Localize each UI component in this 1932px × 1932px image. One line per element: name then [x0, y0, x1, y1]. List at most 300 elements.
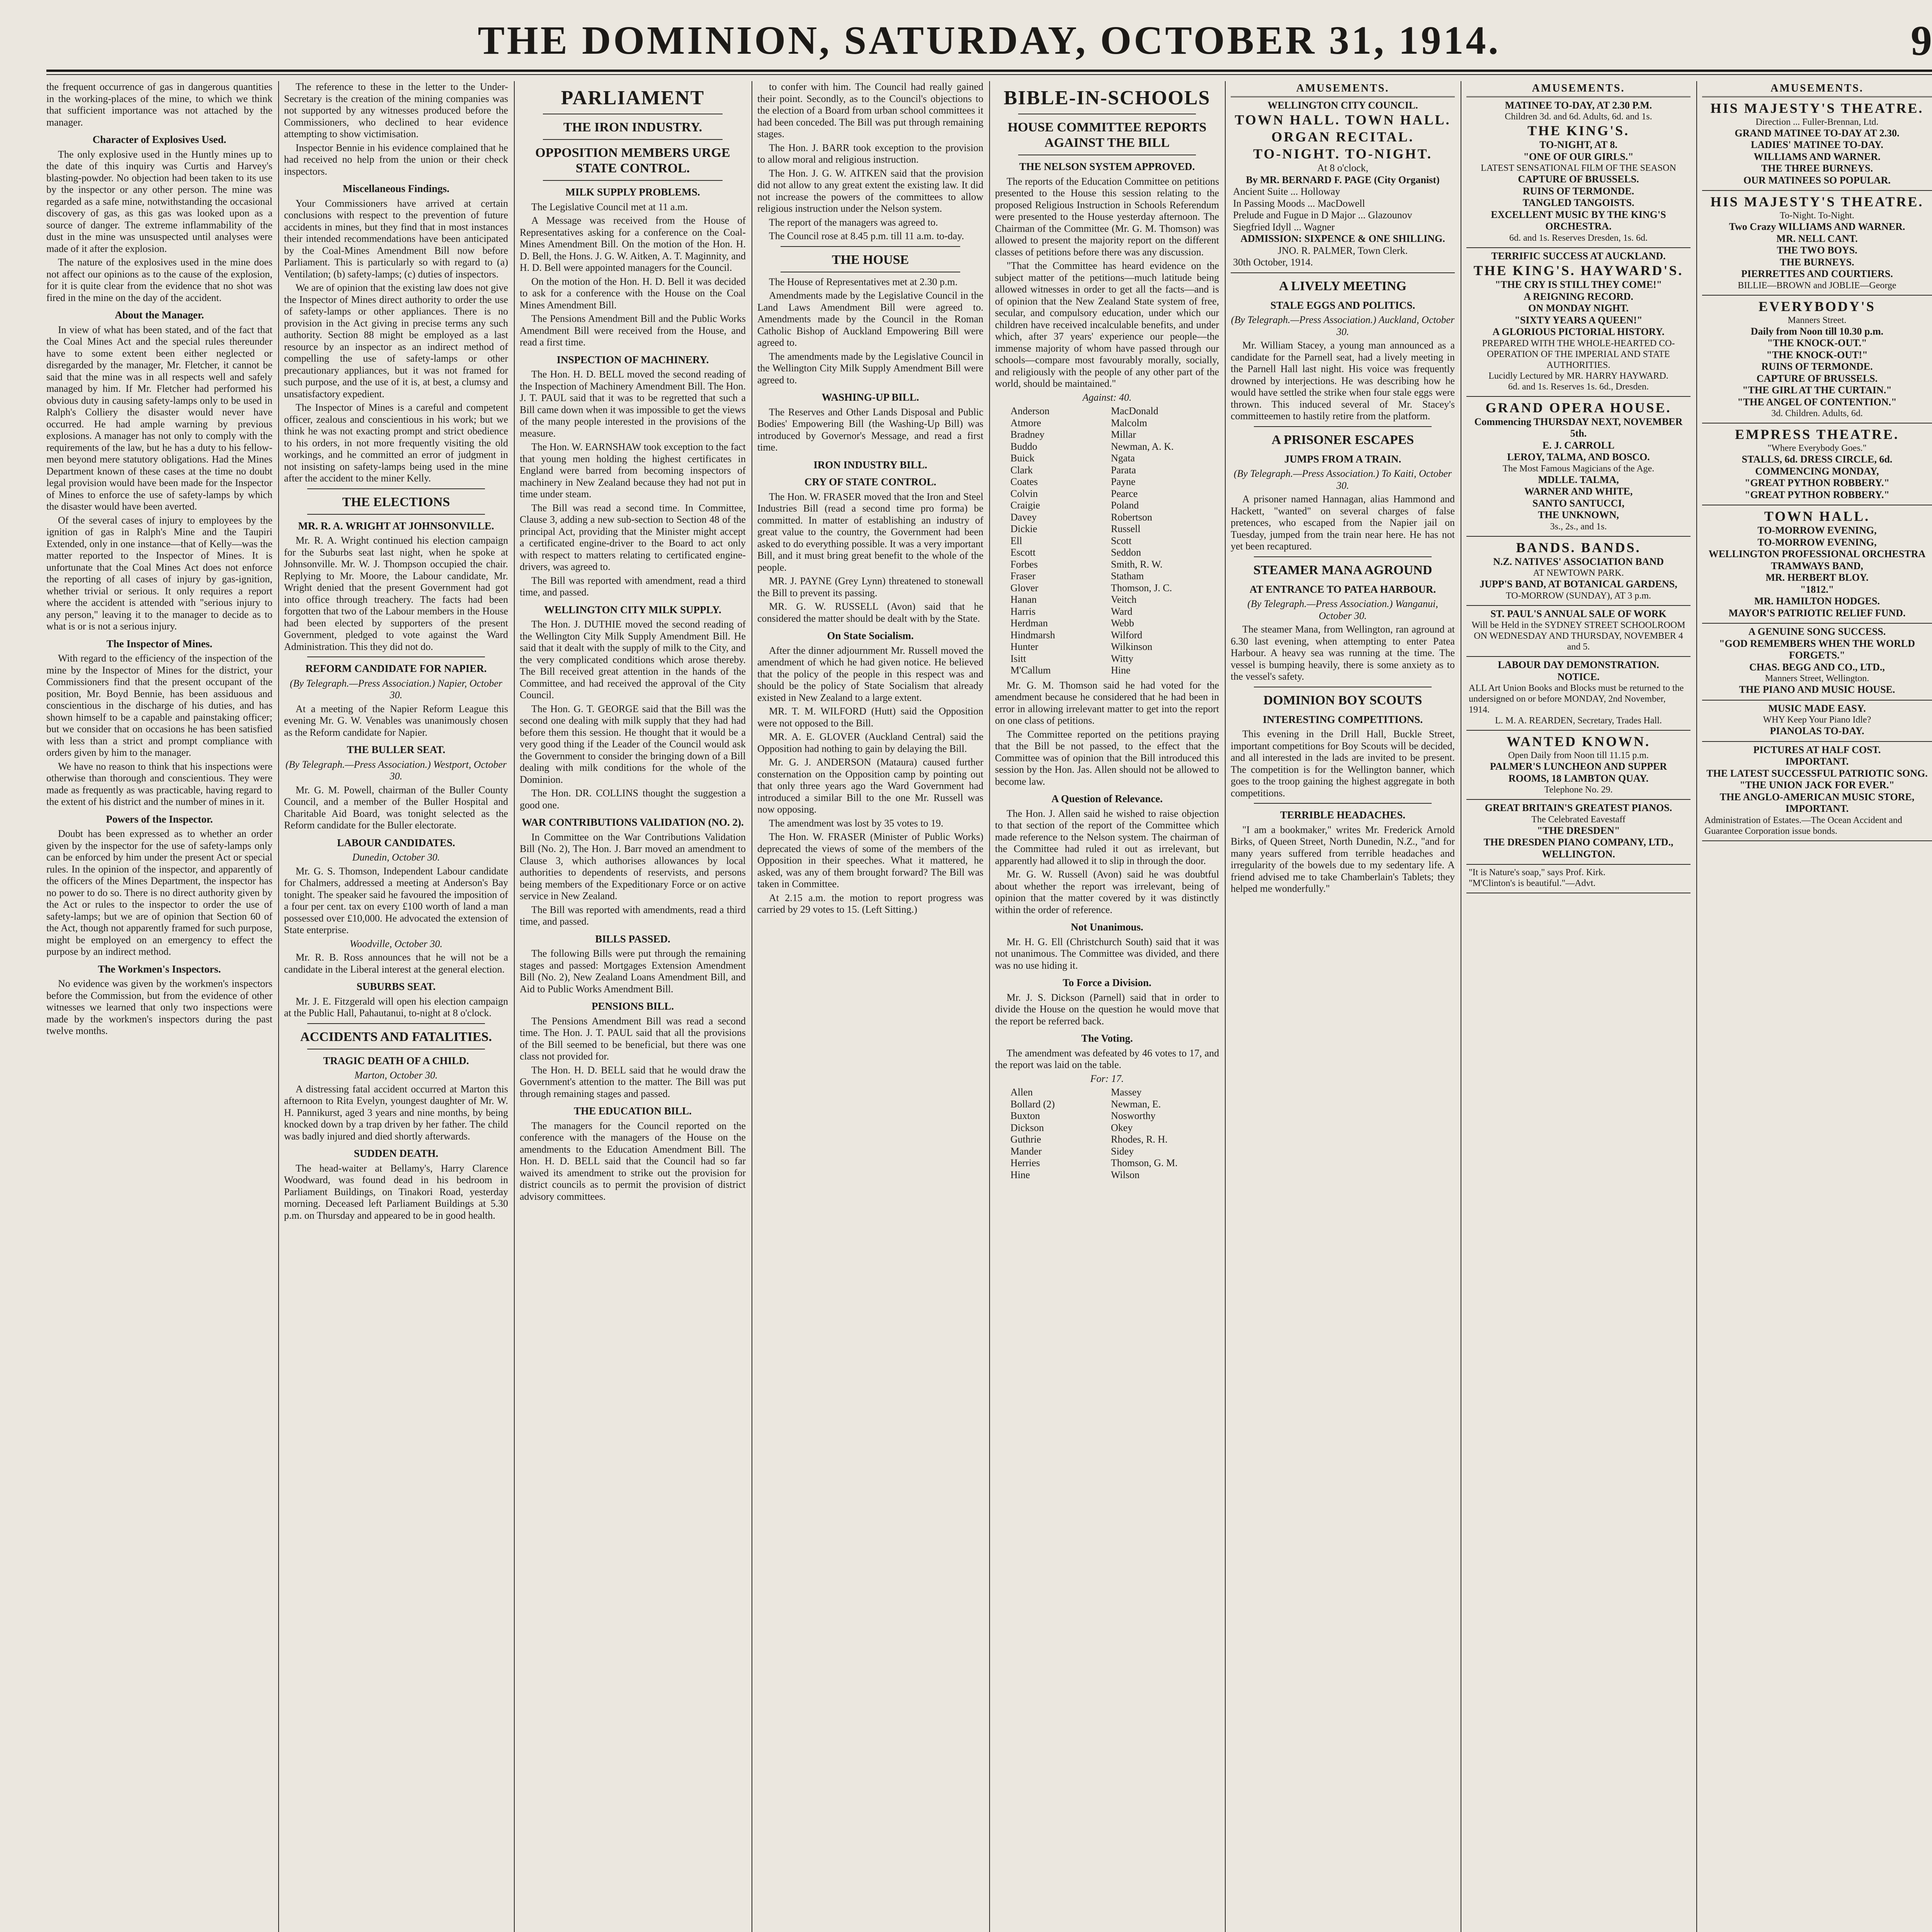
article-text: The Hon. J. DUTHIE moved the second reading of the Wellington City Milk Supply Amendment Bill. He said that it dealt with the supply of milk to the City, and the very complicated conditions which arose thereby. The Bill received great attention in the hands of the Committee, and had received the approval of the City Council. [520, 619, 746, 701]
masthead-rule [46, 70, 1932, 72]
article-text: Doubt has been expressed as to whether an order given by the inspector for the use of safety-lamps only can be enforced by him under the present Act or special rules. In the opinion of the inspector, and apparently of the officers of the Mines Department, the inspector has no power to do so. There is no direct authority given by the Act or rules to the inspector to order the use of safety-lamps; but we are of opinion that Section 60 of the Act, though not apparently framed for such purpose, might be employed on an emergency to effect the purpose by an indirect method. [46, 828, 272, 957]
article-text: Amendments made by the Legislative Council in the Land Laws Amendment Bill were agreed to. Amendments made by the Council in the Roman Catholic Bishop of Auckland Empowering Bill were agreed to. [757, 290, 983, 348]
ad-title: HIS MAJESTY'S THEATRE. [1710, 100, 1924, 116]
member-name: Thomson, J. C. [1111, 582, 1172, 594]
ad-line: Lucidly Lectured by MR. HARRY HAYWARD. [1488, 371, 1668, 381]
member-name: Forbes [1010, 558, 1038, 570]
divider [307, 488, 485, 489]
ad-line: "THE KNOCK-OUT." [1767, 337, 1867, 349]
ad-line: AT NEWTOWN PARK. [1533, 568, 1624, 578]
member-name: Hine [1010, 1169, 1030, 1180]
ad-line: Manners Street. [1787, 315, 1847, 325]
member-name: Thomson, G. M. [1111, 1157, 1178, 1168]
ad-line: TANGLED TANGOISTS. [1522, 197, 1634, 208]
headline: THE BULLER SEAT. [347, 744, 446, 755]
ad-pictures [1702, 742, 1932, 841]
member-name: Dickson [1010, 1122, 1044, 1133]
ad-line: In Passing Moods ... MacDowell [1233, 197, 1365, 209]
dateline: Woodville, October 30. [349, 938, 443, 949]
article-text: The managers for the Council reported on the conference with the managers of the House on the amendments to the Education Amendment Bill. The Hon. H. D. BELL said that the Council had so far waived its amendment to strike out the provision for district councils as to permit the provision of district advisory committees. [520, 1120, 746, 1202]
ad-line: RUINS OF TERMONDE. [1522, 185, 1634, 197]
member-name: Escott [1010, 547, 1036, 558]
subheading: THE NELSON SYSTEM APPROVED. [1019, 161, 1195, 172]
article-text: The Council rose at 8.45 p.m. till 11 a.m. to-day. [769, 230, 964, 242]
article-text: Mr. R. A. Wright continued his election campaign for the Suburbs seat last night, when he spoke at Johnsonville. Mr. W. J. Thompson occupied the chair. Replying to Mr. Moore, the Labour candidate, Mr. Wright denied that the present Government had got into office through treachery. The facts had been forgotten that two of the Labour members in the House had been elected by supporters of the present Government, pledged to vote against the Ward Administration. This they did not do. [284, 535, 508, 652]
member-name: Sidey [1111, 1145, 1134, 1157]
member-name: Guthrie [1010, 1134, 1041, 1145]
ad-line: CAPTURE OF BRUSSELS. [1756, 372, 1878, 384]
headline: A LIVELY MEETING [1279, 279, 1407, 293]
divider [781, 246, 960, 247]
article-text: No evidence was given by the workmen's inspectors before the Commission, but from the evidence of other witnesses we learned that only two inspections were made by the workmen's inspectors during the past twelve months. [46, 978, 272, 1036]
subheading: STALE EGGS AND POLITICS. [1270, 299, 1415, 311]
dateline: (By Telegraph.—Press Association.) To Kaiti, October 30. [1233, 468, 1452, 491]
article-text: The reports of the Education Committee on petitions presented to the House this session relating to the proposed Religious Instruction in Schools Referendum were presented to the House yesterday afternoon. The Chairman of the Committee (Mr. G. M. Thomson) was allowed to present the majority report on the different classes of petitions before there was any discussion. [995, 175, 1219, 258]
ad-title: TERRIFIC SUCCESS AT AUCKLAND. [1491, 250, 1666, 262]
article-text: MR. A. E. GLOVER (Auckland Central) said the Opposition had nothing to gain by delaying the Bill. [757, 731, 983, 754]
ad-line: "M'Clinton's is beautiful."—Advt. [1469, 878, 1596, 888]
member-name: Veitch [1111, 594, 1137, 605]
member-name: Colvin [1010, 488, 1038, 499]
ad-line: CHAS. BEGG AND CO., LTD., [1749, 661, 1885, 673]
article-text: The Pensions Amendment Bill was read a second time. The Hon. J. T. PAUL said that all the provisions of the Bill seemed to be beneficial, but there was one class not provided for. [520, 1015, 746, 1062]
ad-line: "THE GIRL AT THE CURTAIN." [1742, 384, 1892, 396]
ad-line: THE THREE BURNEYS. [1761, 163, 1873, 174]
dateline: Marton, October 30. [354, 1070, 438, 1081]
headline: STEAMER MANA AGROUND [1253, 563, 1432, 577]
subheading: Not Unanimous. [1071, 921, 1143, 933]
ad-line: COMMENCING MONDAY, [1755, 465, 1879, 477]
article-text: With regard to the efficiency of the inspection of the mine by the Inspector of Mines for the district, your Commissioners find that the present occupant of the position, Mr. Boyd Bennie, has been assiduous and conscientious in the discharge of his duties, and has shown himself to be a capable and painstaking officer; but we consider that on occasions he has been satisfied with less than a strict and prompt compliance with orders given by him to the manager. [46, 653, 272, 758]
ad-line: SANTO SANTUCCI, [1532, 497, 1624, 509]
member-name: Hunter [1010, 641, 1039, 652]
headline: REFORM CANDIDATE FOR NAPIER. [305, 663, 487, 674]
ad-line: "It is Nature's soap," says Prof. Kirk. [1469, 867, 1605, 878]
headline: SUDDEN DEATH. [354, 1148, 439, 1159]
subheading: WAR CONTRIBUTIONS VALIDATION (NO. 2). [522, 816, 744, 828]
ad-line: IMPORTANT. [1785, 803, 1849, 814]
article-text: A Message was received from the House of Representatives asking for a conference on the Coal-Mines Amendment Bill. On the motion of the Hon. H. D. Bell, the Hons. J. G. W. Aitken, A. T. Maginnity, and H. D. Bell were appointed managers for the Council. [520, 215, 746, 273]
article-text: We have no reason to think that his inspections were otherwise than thorough and conscientious. They were made as frequently as was practicable, having regard to the extent of his district and the number of mines in it. [46, 760, 272, 807]
column-rule [514, 81, 515, 1932]
vote-names-right [1111, 1087, 1204, 1181]
ad-line: "THE KNOCK-OUT!" [1766, 349, 1868, 361]
subheading: IRON INDUSTRY BILL. [813, 459, 927, 471]
ad-line: PREPARED WITH THE WHOLE-HEARTED CO-OPERATION OF THE IMPERIAL AND STATE AUTHORITIES. [1482, 338, 1675, 370]
ad-line: THE ANGLO-AMERICAN MUSIC STORE, [1719, 791, 1915, 803]
article-text: The only explosive used in the Huntly mines up to the date of this inquiry was Curtis and Harvey's blasting-powder. No objection had been taken to its use by the inspector or any other person. The mine was regarded as a safe mine, notwithstanding the occasional discovery of gas, as this gas was looked upon as a source of danger. The extreme inflammability of the dust in the mine was unsuspected until analyses were made of it after the explosion. [46, 148, 272, 254]
ad-line: N.Z. NATIVES' ASSOCIATION BAND [1493, 556, 1664, 567]
amusements-header: AMUSEMENTS. [1702, 81, 1932, 97]
ad-title: ST. PAUL'S ANNUAL SALE OF WORK [1490, 608, 1667, 619]
member-name: Robertson [1111, 511, 1152, 523]
ad-title: GREAT BRITAIN'S GREATEST PIANOS. [1485, 802, 1672, 813]
ad-line: L. M. A. REARDEN, Secretary, Trades Hall. [1495, 716, 1662, 726]
masthead-title: THE DOMINION, SATURDAY, OCTOBER 31, 1914. [478, 18, 1501, 63]
ad-line: Siegfried Idyll ... Wagner [1233, 221, 1335, 233]
ad-bands [1466, 537, 1690, 606]
member-name: Clark [1010, 464, 1033, 476]
member-name: M'Callum [1010, 665, 1051, 676]
dateline: Dunedin, October 30. [352, 852, 440, 863]
article-text: In Committee on the War Contributions Validation Bill (No. 2), The Hon. J. Barr moved an amendment to Clause 3, which authorises allowances by local authorities to dependents of reservists, and persons being members of the Expeditionary Force or on active service in New Zealand. [520, 831, 746, 901]
ad-line: STALLS, 6d. DRESS CIRCLE, 6d. [1742, 454, 1893, 465]
ad-line: "GREAT PYTHON ROBBERY." [1745, 477, 1889, 488]
article-text: MR. J. PAYNE (Grey Lynn) threatened to stonewall the Bill to prevent its passing. [757, 575, 983, 599]
ad-line: A GLORIOUS PICTORIAL HISTORY. [1492, 326, 1665, 337]
ad-line: LADIES' MATINEE TO-DAY. [1751, 139, 1883, 150]
ad-line: "THE ANGEL OF CONTENTION." [1737, 396, 1897, 408]
article-text: The Hon. J. BARR took exception to the provision to allow moral and religious instruction. [757, 142, 983, 165]
member-name: Malcolm [1111, 417, 1147, 429]
section-title: PARLIAMENT [561, 87, 705, 109]
article-text: Mr. G. W. Russell (Avon) said he was doubtful about whether the report was irrelevant, being of opinion that the matter covered by it was distinctly within the order of reference. [995, 869, 1219, 915]
ad-his-majestys-tonight [1702, 191, 1932, 296]
ad-title: TOWN HALL. [1764, 509, 1870, 524]
member-name: Herries [1010, 1157, 1040, 1168]
member-name: Witty [1111, 653, 1134, 664]
ad-line: Manners Street, Wellington. [1765, 673, 1869, 684]
headline: LABOUR CANDIDATES. [337, 837, 455, 849]
ad-everybodys [1702, 296, 1932, 424]
article-text: Mr. William Stacey, a young man announced as a candidate for the Parnell seat, had a lively meeting in the Parnell Hall last night. His voice was frequently drowned by interjections. He was describing how he would have settled the strike when four stale eggs were thrown. This induced several of Mr. Stacey's committeemen to hastily retire from the platform. [1231, 340, 1455, 422]
ad-line: To-Night. To-Night. [1780, 211, 1854, 221]
column-3 [520, 81, 746, 1932]
vote-names-left [1010, 1087, 1103, 1181]
article-text: Mr. G. J. ANDERSON (Mataura) caused further consternation on the Opposition camp by pointing out that only three years ago the Ward Government had introduced a similar Bill to the one Mr. Russell was now opposing. [757, 757, 983, 815]
divider [543, 139, 723, 140]
article-text: MR. G. W. RUSSELL (Avon) said that he considered the matter should be dealt with by the State. [757, 601, 983, 624]
article-text: The amendment was lost by 35 votes to 19. [769, 817, 944, 829]
member-name: Buick [1010, 452, 1035, 464]
member-name: Hindmarsh [1010, 629, 1055, 641]
article-text: the frequent occurrence of gas in dangerous quantities in the working-places of the mine, to which we think that sufficient importance was not attached by the manager. [46, 81, 272, 128]
member-name: Bollard (2) [1010, 1098, 1055, 1110]
member-name: Bradney [1010, 429, 1045, 440]
member-name: Buxton [1010, 1110, 1040, 1121]
dateline: (By Telegraph.—Press Association.) Wanganui, October 30. [1247, 598, 1438, 621]
member-name: Scott [1111, 535, 1132, 546]
ad-line: MAYOR'S PATRIOTIC RELIEF FUND. [1728, 607, 1906, 619]
member-name: Smith, R. W. [1111, 558, 1163, 570]
member-name: Ward [1111, 605, 1133, 617]
ad-line: THE DRESDEN PIANO COMPANY, LTD., WELLINGTON. [1483, 837, 1673, 860]
member-name: Russell [1111, 523, 1141, 534]
ad-kings-theatre [1466, 97, 1690, 248]
subheading: On State Socialism. [827, 630, 914, 641]
article-text: The Hon. J. Allen said he wished to raise objection to that section of the report of the Committee which made reference to the Nelson system. The chairman of the Committee had ruled it out as irrelevant, but apparently had allowed it to slip in through the door. [995, 808, 1219, 866]
ad-song-success [1702, 624, 1932, 701]
article-text: to confer with him. The Council had really gained their point. Secondly, as to the Council's objections to the election of a Board from urban school committees it had been conceded. The Bill was put through remaining stages. [757, 81, 983, 139]
ad-line: PIERRETTES AND COURTIERS. [1741, 268, 1893, 279]
article-text: A prisoner named Hannagan, alias Hammond and Hackett, "wanted" on several charges of false pretences, who escaped from the Napier jail on Tuesday, jumped from the train near here. He has not yet been recaptured. [1231, 493, 1455, 552]
article-text: On the motion of the Hon. H. D. Bell it was decided to ask for a conference with the House on the Coal Mines Amendment Bill. [520, 276, 746, 311]
member-name: Nosworthy [1111, 1110, 1156, 1121]
ad-soap [1466, 865, 1690, 893]
article-text: The Inspector of Mines is a careful and competent officer, zealous and conscientious in his work; but we think he was not exacting prompt and strict obedience to his orders, in not more frequently visiting the old workings, and he committed an error of judgment in not insisting on safety-lamps being used in the mine after the accident to the miner Kelly. [284, 402, 508, 484]
article-text: The Bill was reported with amendments, read a third time, and passed. [520, 904, 746, 927]
member-name: Davey [1010, 511, 1037, 523]
ad-line: BILLIE—BROWN and JOBLIE—George [1738, 280, 1896, 291]
ad-line: At 8 o'clock, [1317, 162, 1369, 173]
ad-line: MR. NELL CANT. [1776, 233, 1858, 244]
ad-line: 6d. and 1s. Reserves Dresden, 1s. 6d. [1509, 233, 1648, 243]
member-name: Okey [1111, 1122, 1133, 1133]
ad-line: Administration of Estates.—The Ocean Accident and Guarantee Corporation issue bonds. [1704, 815, 1902, 836]
masthead-rule-thin [46, 74, 1932, 75]
headline: DOMINION BOY SCOUTS [1263, 693, 1422, 707]
masthead [46, 15, 1932, 68]
subheading: WASHING-UP BILL. [821, 391, 919, 403]
article-text: The Reserves and Other Lands Disposal and Public Bodies' Empowering Bill (the Washing-Up Bill) was introduced by Governor's Message, and read a first time. [757, 406, 983, 453]
member-name: Craigie [1010, 500, 1040, 511]
subheading: The Inspector of Mines. [106, 638, 213, 650]
article-text: The Hon. DR. COLLINS thought the suggestion a good one. [520, 787, 746, 811]
article-text: Inspector Bennie in his evidence complained that he had received no help from the union or their check inspectors. [284, 142, 508, 177]
vote-heading: Against: 40. [1082, 391, 1132, 403]
headline: MR. R. A. WRIGHT AT JOHNSONVILLE. [298, 520, 494, 532]
ad-line: By MR. BERNARD F. PAGE (City Organist) [1246, 174, 1440, 185]
dateline: (By Telegraph.—Press Association.) Auckland, October 30. [1231, 314, 1455, 337]
ad-line: "THE CRY IS STILL THEY COME!" [1495, 279, 1662, 290]
dateline: (By Telegraph.—Press Association.) Napier, October 30. [289, 677, 503, 701]
ad-line: TRAMWAYS BAND, [1771, 560, 1863, 571]
article-text: The House of Representatives met at 2.30 p.m. [769, 276, 958, 287]
ad-labour-day [1466, 657, 1690, 731]
article-text: The report of the managers was agreed to. [769, 216, 938, 228]
ad-line: 3d. Children. Adults, 6d. [1771, 408, 1863, 418]
ad-line: 3s., 2s., and 1s. [1550, 521, 1607, 532]
article-text: Mr. J. E. Fitzgerald will open his election campaign at the Public Hall, Pahautanui, to-night at 8 o'clock. [284, 995, 508, 1019]
dateline: (By Telegraph.—Press Association.) Westport, October 30. [285, 759, 507, 782]
member-name: Wilson [1111, 1169, 1140, 1180]
headline: OPPOSITION MEMBERS URGE STATE CONTROL. [535, 146, 730, 175]
member-name: Seddon [1111, 547, 1141, 558]
ad-sixty-years [1466, 248, 1690, 397]
member-name: Pearce [1111, 488, 1138, 499]
ad-line: ALL Art Union Books and Blocks must be returned to the undersigned on or before MONDAY, 2nd November, 1914. [1469, 683, 1684, 715]
ad-title: EVERYBODY'S [1759, 298, 1876, 314]
subheading: BILLS PASSED. [595, 933, 670, 945]
ad-line: ON WEDNESDAY AND THURSDAY, NOVEMBER 4 and 5. [1474, 631, 1683, 652]
vote-names-left [1010, 405, 1103, 677]
article-text: The amendment was defeated by 46 votes to 17, and the report was laid on the table. [995, 1047, 1219, 1070]
ad-line: Children 3d. and 6d. Adults, 6d. and 1s. [1505, 112, 1652, 122]
member-name: Hine [1111, 665, 1131, 676]
ad-line: WILLIAMS AND WARNER. [1753, 151, 1881, 162]
column-2 [284, 81, 508, 1932]
subheading: AT ENTRANCE TO PATEA HARBOUR. [1249, 583, 1436, 595]
ad-line: Commencing THURSDAY NEXT, NOVEMBER 5th. [1474, 416, 1683, 439]
ad-line: The Most Famous Magicians of the Age. [1502, 463, 1655, 474]
column-7 [1466, 81, 1690, 1932]
ad-line: "GOD REMEMBERS WHEN THE WORLD FORGETS." [1719, 638, 1915, 661]
ad-line: THE TWO BOYS. [1777, 245, 1857, 256]
member-name: Millar [1111, 429, 1136, 440]
headline: A PRISONER ESCAPES [1271, 432, 1414, 447]
column-rule [278, 81, 279, 1932]
article-text: "That the Committee has heard evidence on the subject matter of the petitions—much latitude being allowed witnesses in order to get all the facts—and is of opinion that the New Zealand State system of free, secular, and compulsory education, under which our children have received incalculable benefits, and under which, after 37 years' experience our people—the immense majority of whom have passed through our schools—compare most favourably morally, socially, and religiously with the people of any other part of the world, should be maintained." [995, 260, 1219, 389]
article-text: "I am a bookmaker," writes Mr. Frederick Arnold Birks, of Queen Street, North Dunedin, N.Z., "and for many years suffered from terrible headaches and irregularity of the bowels due to my sedentary life. A friend advised me to take Chamberlain's Tablets; they helped me wonderfully." [1231, 824, 1455, 894]
subheading: To Force a Division. [1063, 977, 1151, 988]
amusements-header: AMUSEMENTS. [1231, 81, 1455, 97]
vote-list-for [995, 1087, 1219, 1181]
subheading: The Voting. [1081, 1032, 1133, 1044]
ad-line: "SIXTY YEARS A QUEEN!" [1514, 314, 1643, 326]
ad-line: Prelude and Fugue in D Major ... Glazounov [1233, 209, 1412, 221]
ad-line: The Celebrated Eavestaff [1531, 814, 1626, 825]
member-name: Isitt [1010, 653, 1026, 664]
ad-line: Open Daily from Noon till 11.15 p.m. [1508, 750, 1649, 760]
ad-title: BANDS. BANDS. [1516, 539, 1641, 555]
member-name: Newman, E. [1111, 1098, 1161, 1110]
ad-line: CAPTURE OF BRUSSELS. [1518, 173, 1639, 185]
member-name: Ell [1010, 535, 1022, 546]
page-number: 9 [1911, 17, 1932, 64]
article-text: Mr. G. M. Thomson said he had voted for the amendment because he considered that he had been in error in allowing irrelevant matter to get into the report on one class of petitions. [995, 679, 1219, 726]
ad-title: GRAND OPERA HOUSE. [1485, 400, 1672, 415]
subheading: CRY OF STATE CONTROL. [804, 476, 937, 488]
article-text: The Hon. W. FRASER moved that the Iron and Steel Industries Bill (read a second time pro forma) be committed. In matter of establishing an industry of great value to the country, the Government had been asked to do everything possible. It was a very important Bill, and it must bring great benefit to the whole of the people. [757, 491, 983, 573]
ad-line: "Where Everybody Goes." [1767, 443, 1867, 453]
column-6 [1231, 81, 1455, 1932]
article-text: The Hon. G. T. GEORGE said that the Bill was the second one dealing with milk supply that they had had before them this session. He thought that it would be a very good thing if the Leader of the Council would ask the Government to consider the bringing down of a Bill dealing with milk conditions for the whole of the Dominion. [520, 703, 746, 785]
column-8 [1702, 81, 1932, 1932]
ad-his-majestys-matinee [1702, 97, 1932, 191]
ad-line: EXCELLENT MUSIC BY THE KING'S ORCHESTRA. [1491, 209, 1666, 232]
ad-line: LEROY, TALMA, AND BOSCO. [1507, 451, 1650, 463]
article-text: The reference to these in the letter to the Under-Secretary is the creation of the mining companies was not supported by any witnesses produced before the Commissioners, who declined to hear evidence attempting to show victimisation. [284, 81, 508, 139]
article-text: A distressing fatal accident occurred at Marton this afternoon to Rita Evelyn, youngest daughter of Mr. W. H. Pannikurst, aged 3 years and nine months, by being knocked down by a trap driven by her father. The child was badly injured and died shortly afterwards. [284, 1083, 508, 1142]
ad-line: Telephone No. 29. [1544, 785, 1613, 795]
ad-line: IMPORTANT. [1785, 756, 1849, 767]
member-name: Fraser [1010, 570, 1036, 582]
ad-title: MUSIC MADE EASY. [1768, 702, 1866, 714]
article-text: The following Bills were put through the remaining stages and passed: Mortgages Extension Amendment Bill (No. 2), New Zealand Loans Amendment Bill, and Aid to Public Works Amendment Bill. [520, 948, 746, 995]
ad-line: MR. HAMILTON HODGES. [1754, 595, 1880, 607]
headline: THE IRON INDUSTRY. [563, 120, 702, 134]
article-text: This evening in the Drill Hall, Buckle Street, important competitions for Boy Scouts will be decided, and all interested in the lads are invited to be present. The competition is for the Wellington banner, which goes to the troop gaining the highest aggregate in both competitions. [1231, 728, 1455, 799]
ad-line: WELLINGTON PROFESSIONAL ORCHESTRA [1708, 548, 1926, 560]
ad-line: "THE DRESDEN" [1537, 825, 1620, 836]
member-name: Massey [1111, 1087, 1142, 1098]
article-text: The amendments made by the Legislative Council in the Wellington City Milk Supply Amendment Bill were agreed to. [757, 350, 983, 386]
ad-line: PIANOLAS TO-DAY. [1770, 725, 1864, 736]
ad-grand-opera-house [1466, 397, 1690, 537]
ad-line: TO-MORROW (SUNDAY), AT 3 p.m. [1506, 590, 1651, 601]
ad-line: THE BURNEYS. [1780, 256, 1854, 268]
article-text: The steamer Mana, from Wellington, ran aground at 6.30 last evening, when attempting to enter Patea Harbour. A heavy sea was running at the time. The vessel is bumping heavily, there is some anxiety as to the vessel's safety. [1231, 624, 1455, 682]
ad-line: TO-MORROW EVENING, [1757, 536, 1877, 548]
subheading: Powers of the Inspector. [106, 813, 213, 825]
member-name: Anderson [1010, 405, 1050, 417]
article-text: The Hon. W. EARNSHAW took exception to the fact that young men holding the highest certificates in England were barred from becoming inspectors of machinery in New Zealand because they had not put in time under steam. [520, 441, 746, 500]
ad-line: WHY Keep Your Piano Idle? [1763, 715, 1871, 725]
member-name: Ngata [1111, 452, 1135, 464]
ad-line: THE KING'S. HAYWARD'S. [1473, 263, 1684, 278]
ad-title: PICTURES AT HALF COST. [1753, 744, 1881, 755]
member-name: Wilford [1111, 629, 1143, 641]
headline: TRAGIC DEATH OF A CHILD. [323, 1054, 469, 1066]
ad-line: TO-MORROW EVENING, [1757, 525, 1877, 536]
ad-line: "GREAT PYTHON ROBBERY." [1745, 489, 1889, 500]
article-text: Mr. R. B. Ross announces that he will not be a candidate in the Liberal interest at the general election. [284, 952, 508, 975]
member-name: Hanan [1010, 594, 1037, 605]
ad-title: WANTED KNOWN. [1506, 734, 1651, 749]
amusements-header: AMUSEMENTS. [1466, 81, 1690, 97]
ad-title: WELLINGTON CITY COUNCIL. [1267, 99, 1418, 111]
ad-line: NOTICE. [1557, 671, 1600, 682]
ad-line: LATEST SENSATIONAL FILM OF THE SEASON [1481, 163, 1676, 173]
subheading: JUMPS FROM A TRAIN. [1284, 453, 1401, 465]
ad-line: 30th October, 1914. [1233, 257, 1313, 268]
section-title: BIBLE-IN-SCHOOLS [1003, 87, 1211, 109]
ad-line: RUINS OF TERMONDE. [1761, 361, 1873, 372]
vote-list-against [995, 405, 1219, 677]
divider [543, 180, 723, 181]
article-text: The nature of the explosives used in the mine does not affect our opinions as to the cause of the explosion, for it is quite clear from the evidence that no shot was fired in the mine on the day of the accident. [46, 257, 272, 303]
member-name: Poland [1111, 500, 1139, 511]
article-text: Your Commissioners have arrived at certain conclusions with respect to the prevention of future accidents in mines, but they find that in most instances their intended recommendations have been anticipated by the Coal-Mines Amendment Bill now before Parliament. This is particularly so with regard to (a) Ventilation; (b) safety-lamps; (c) duties of inspectors. [284, 197, 508, 280]
ad-line: 6d. and 1s. Reserves 1s. 6d., Dresden. [1508, 381, 1649, 392]
member-name: Glover [1010, 582, 1039, 594]
member-name: Newman, A. K. [1111, 440, 1174, 452]
subheading: PENSIONS BILL. [591, 1000, 674, 1012]
ad-line: ADMISSION: SIXPENCE & ONE SHILLING. [1240, 233, 1445, 244]
ad-title: HIS MAJESTY'S THEATRE. [1710, 194, 1924, 209]
divider [307, 514, 485, 515]
subheading: INSPECTION OF MACHINERY. [556, 354, 709, 366]
column-4 [757, 81, 983, 1932]
subheading: The Workmen's Inspectors. [98, 963, 221, 975]
member-name: Statham [1111, 570, 1144, 582]
ad-line: TOWN HALL. TOWN HALL. [1235, 112, 1451, 128]
article-text: The Hon. H. D. BELL said that he would draw the Government's attention to the matter. The Bill was put through remaining stages and passed. [520, 1064, 746, 1099]
ad-line: THE UNKNOWN, [1538, 509, 1619, 520]
ad-town-hall [1702, 505, 1932, 624]
headline: SUBURBS SEAT. [356, 981, 436, 992]
section-heading: ACCIDENTS AND FATALITIES. [300, 1029, 492, 1044]
member-name: Mander [1010, 1145, 1042, 1157]
headline: HOUSE COMMITTEE REPORTS AGAINST THE BILL [1007, 120, 1207, 150]
ad-line: MR. HERBERT BLOY. [1765, 572, 1869, 583]
ad-line: Ancient Suite ... Holloway [1233, 186, 1340, 197]
article-text: The Committee reported on the petitions praying that the Bill be not passed, to the effect that the Committee was of opinion that the Bill introduced this session by the Hon. Jas. Allen should not be allowed to become law. [995, 728, 1219, 787]
member-name: Herdman [1010, 617, 1048, 629]
ad-line: TO-NIGHT. TO-NIGHT. [1253, 146, 1432, 162]
vote-heading: For: 17. [1090, 1073, 1124, 1084]
ad-line: ON MONDAY NIGHT. [1528, 303, 1629, 314]
ad-line: GRAND MATINEE TO-DAY AT 2.30. [1735, 127, 1900, 139]
ad-line: "THE UNION JACK FOR EVER." [1740, 779, 1895, 791]
divider [1254, 803, 1432, 804]
ad-line: Direction ... Fuller-Brennan, Ltd. [1755, 117, 1879, 127]
ad-empress-theatre [1702, 423, 1932, 505]
ad-city-council [1231, 97, 1455, 273]
ad-line: ORGAN RECITAL. [1271, 129, 1414, 145]
article-text: MR. T. M. WILFORD (Hutt) said the Opposition were not opposed to the Bill. [757, 706, 983, 729]
article-text: The Hon. J. G. W. AITKEN said that the provision did not allow to any great extent the existing law. It did not increase the powers of the committees to allow religious instruction under the Nelson system. [757, 167, 983, 214]
divider [1254, 556, 1432, 557]
section-heading: THE HOUSE [832, 252, 909, 267]
article-text: The head-waiter at Bellamy's, Harry Clarence Woodward, was found dead in his bedroom in Parliament Buildings, on Tinakori Road, yesterday morning. Deceased left Parliament Buildings at 5.30 p.m. on Thursday and appeared to be in good health. [284, 1162, 508, 1221]
divider [307, 1023, 485, 1024]
article-text: Of the several cases of injury to employees by the ignition of gas in Ralph's Mine and the Taupiri Extended, only in one instance—that of Kelly—was the matter reported to the Inspector of Mines. It is unfortunate that the Coal Mines Act does not enforce the reporting of all cases of injury by gas-ignition, whether trivial or serious. It only requires a report where the accident is attended with "serious injury to any person," leaving it to the manager to decide as to what is or is not a serious injury. [46, 514, 272, 632]
ad-title: A GENUINE SONG SUCCESS. [1748, 626, 1886, 637]
section-heading: THE ELECTIONS [342, 495, 450, 509]
article-text: The Pensions Amendment Bill and the Public Works Amendment Bill were received from the House, and read a first time. [520, 313, 746, 348]
ad-title: THE KING'S. [1527, 123, 1630, 138]
